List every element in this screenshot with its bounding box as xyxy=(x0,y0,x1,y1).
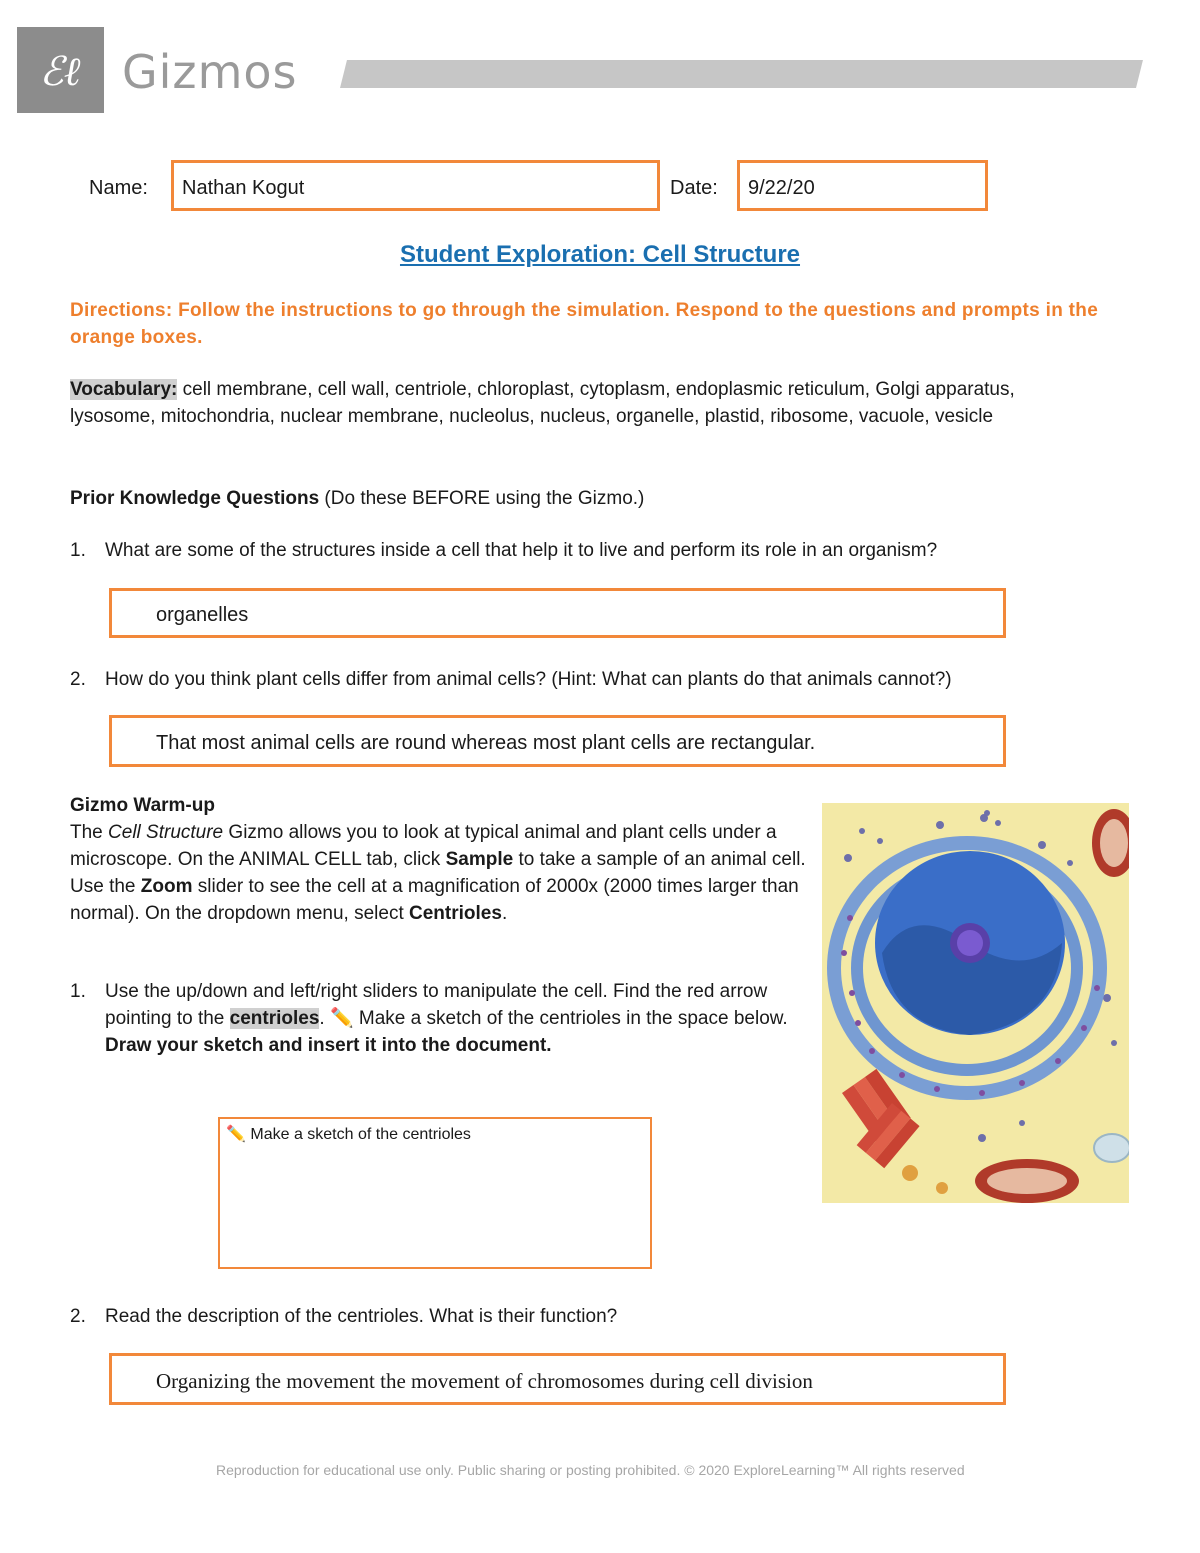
question-number: 2. xyxy=(70,669,86,690)
warmup-text: The xyxy=(70,822,109,843)
question-number: 1. xyxy=(70,981,86,1002)
vocabulary-list: cell membrane, cell wall, centriole, chloroplast, cytoplasm, endoplasmic reticulum, Golgi apparatus, lysosome, mitochondria, nuclear membrane, nucleolus, nucleus, organelle, plastid, ribosome, vacuole, vesicle xyxy=(70,379,1015,427)
question-text: How do you think plant cells differ from animal cells? (Hint: What can plants do that animals cannot?) xyxy=(105,669,952,690)
logo-glyph-icon xyxy=(17,27,104,113)
warmup-text: Gizmo allows you to look at typical animal and plant cells under a microscope. On the ANIMAL CELL tab, click xyxy=(70,822,777,870)
prior-knowledge-heading xyxy=(70,485,644,512)
lysosome xyxy=(902,1165,918,1181)
question-text: What are some of the structures inside a cell that help it to live and perform its role in an organism? xyxy=(105,540,938,561)
brand-name: Gizmos xyxy=(122,45,298,99)
zoom-keyword: Zoom xyxy=(140,876,193,897)
warmup-section xyxy=(70,792,810,927)
logo-glyph: ℰℓ xyxy=(39,49,81,95)
question-text-part: . ✏️ Make a sketch of the centrioles in the space below. xyxy=(319,1008,788,1029)
warmup-text: to take a sample of an animal cell. Use the xyxy=(70,849,806,897)
question-text-part: Use the up/down and left/right sliders to manipulate the cell. Find the red arrow pointing to the xyxy=(105,981,768,1029)
sketch-box[interactable] xyxy=(218,1117,652,1269)
warmup-paragraph xyxy=(70,819,810,927)
answer-text: That most animal cells are round whereas most plant cells are rectangular. xyxy=(156,732,816,754)
question-number: 1. xyxy=(70,540,86,561)
gizmo-name: Cell Structure xyxy=(108,822,224,843)
answer-text: Organizing the movement the movement of chromosomes during cell division xyxy=(156,1369,813,1393)
explorelearning-logo xyxy=(17,27,104,113)
sample-keyword: Sample xyxy=(445,849,514,870)
name-label: Name: xyxy=(89,177,148,199)
question-instruction: Draw your sketch and insert it into the document. xyxy=(105,1035,552,1056)
prior-note: (Do these BEFORE using the Gizmo.) xyxy=(319,488,645,509)
centrioles-keyword: Centrioles xyxy=(409,903,502,924)
question-text: Read the description of the centrioles. What is their function? xyxy=(105,1306,618,1327)
vocabulary-paragraph xyxy=(70,376,1100,430)
question-text xyxy=(105,978,800,1059)
header-bar xyxy=(340,60,1143,88)
warmup-text: slider to see the cell at a magnification of 2000x (2000 times larger than normal). On the dropdown menu, select xyxy=(70,876,799,924)
warmup-heading: Gizmo Warm-up xyxy=(70,795,215,816)
vacuole xyxy=(1094,1134,1129,1162)
answer-box-3[interactable] xyxy=(109,1353,1006,1405)
vocabulary-label: Vocabulary: xyxy=(70,379,178,400)
copyright-footer: Reproduction for educational use only. Public sharing or posting prohibited. © 2020 ExploreLearning™ All rights reserved xyxy=(216,1462,965,1478)
answer-text: organelles xyxy=(156,604,249,626)
directions-text: Directions: Follow the instructions to go through the simulation. Respond to the questions and prompts in the orange boxes. xyxy=(70,300,1099,348)
warmup-text: . xyxy=(501,903,508,924)
answer-box-2[interactable] xyxy=(109,715,1006,767)
date-label: Date: xyxy=(670,177,718,199)
animal-cell-illustration xyxy=(822,803,1129,1203)
page-title: Student Exploration: Cell Structure xyxy=(399,241,801,268)
date-value: 9/22/20 xyxy=(748,177,815,199)
centrioles-highlight: centrioles xyxy=(229,1008,320,1029)
name-value: Nathan Kogut xyxy=(182,177,305,199)
prior-heading-text: Prior Knowledge Questions xyxy=(70,488,320,509)
sketch-label: ✏️ Make a sketch of the centrioles xyxy=(226,1126,471,1143)
answer-box-1[interactable] xyxy=(109,588,1006,638)
question-number: 2. xyxy=(70,1306,86,1327)
